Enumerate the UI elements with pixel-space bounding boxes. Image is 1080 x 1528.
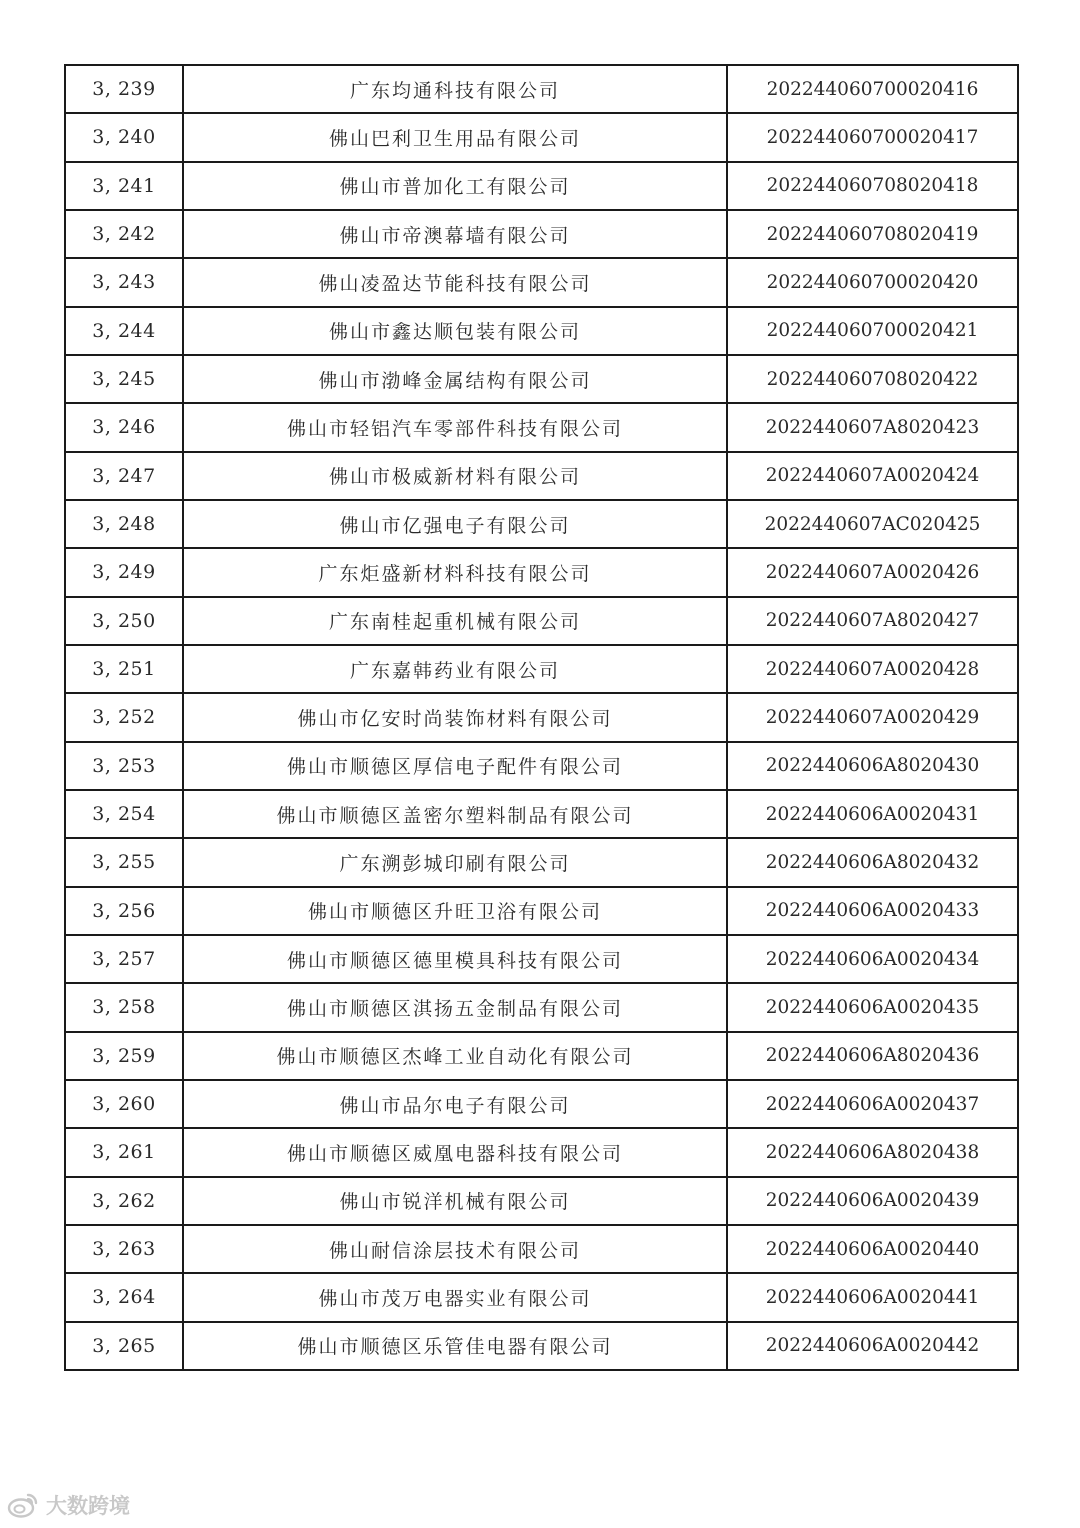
company-name-cell: 佛山市鑫达顺包装有限公司 xyxy=(183,307,727,355)
company-name-cell: 佛山巴利卫生用品有限公司 xyxy=(183,113,727,161)
company-name-cell: 佛山市茂万电器实业有限公司 xyxy=(183,1273,727,1321)
registration-code-cell: 2022440606A0020434 xyxy=(727,935,1018,983)
registration-code-cell: 202244060700020420 xyxy=(727,258,1018,306)
row-number-cell: 3, 256 xyxy=(65,887,183,935)
row-number-cell: 3, 249 xyxy=(65,548,183,596)
row-number-cell: 3, 261 xyxy=(65,1128,183,1176)
company-name-cell: 佛山市锐洋机械有限公司 xyxy=(183,1177,727,1225)
registration-code-cell: 2022440606A0020440 xyxy=(727,1225,1018,1273)
watermark xyxy=(6,1490,130,1520)
row-number-cell: 3, 262 xyxy=(65,1177,183,1225)
row-number-cell: 3, 253 xyxy=(65,742,183,790)
table-row xyxy=(65,693,1018,741)
company-name-cell: 佛山凌盈达节能科技有限公司 xyxy=(183,258,727,306)
registration-code-cell: 2022440606A0020441 xyxy=(727,1273,1018,1321)
company-name-cell: 佛山耐信涂层技术有限公司 xyxy=(183,1225,727,1273)
row-number-cell: 3, 257 xyxy=(65,935,183,983)
company-name-cell: 佛山市顺德区厚信电子配件有限公司 xyxy=(183,742,727,790)
registration-code-cell: 2022440606A0020433 xyxy=(727,887,1018,935)
registration-code-cell: 2022440607A8020423 xyxy=(727,403,1018,451)
registration-code-cell: 2022440606A0020435 xyxy=(727,983,1018,1031)
company-name-cell: 佛山市顺德区升旺卫浴有限公司 xyxy=(183,887,727,935)
registration-code-cell: 202244060708020422 xyxy=(727,355,1018,403)
table-row xyxy=(65,838,1018,886)
row-number-cell: 3, 239 xyxy=(65,65,183,113)
company-name-cell: 佛山市顺德区淇扬五金制品有限公司 xyxy=(183,983,727,1031)
registration-code-cell: 2022440607A0020424 xyxy=(727,452,1018,500)
table-row xyxy=(65,597,1018,645)
table-row xyxy=(65,645,1018,693)
table-row xyxy=(65,258,1018,306)
table-row xyxy=(65,210,1018,258)
row-number-cell: 3, 260 xyxy=(65,1080,183,1128)
table-row xyxy=(65,500,1018,548)
registration-code-cell: 2022440607AC020425 xyxy=(727,500,1018,548)
table-row xyxy=(65,1273,1018,1321)
registration-code-cell: 2022440606A0020437 xyxy=(727,1080,1018,1128)
row-number-cell: 3, 244 xyxy=(65,307,183,355)
row-number-cell: 3, 254 xyxy=(65,790,183,838)
company-name-cell: 广东南桂起重机械有限公司 xyxy=(183,597,727,645)
registration-code-cell: 202244060700020416 xyxy=(727,65,1018,113)
row-number-cell: 3, 241 xyxy=(65,162,183,210)
row-number-cell: 3, 243 xyxy=(65,258,183,306)
company-name-cell: 广东均通科技有限公司 xyxy=(183,65,727,113)
weibo-icon xyxy=(6,1491,40,1519)
company-name-cell: 佛山市顺德区乐管佳电器有限公司 xyxy=(183,1322,727,1370)
table-row xyxy=(65,162,1018,210)
table-row xyxy=(65,452,1018,500)
registration-code-cell: 2022440607A0020429 xyxy=(727,693,1018,741)
row-number-cell: 3, 245 xyxy=(65,355,183,403)
watermark-text: 大数跨境 xyxy=(46,1494,130,1518)
company-name-cell: 佛山市普加化工有限公司 xyxy=(183,162,727,210)
row-number-cell: 3, 258 xyxy=(65,983,183,1031)
row-number-cell: 3, 248 xyxy=(65,500,183,548)
registration-code-cell: 2022440606A8020436 xyxy=(727,1032,1018,1080)
row-number-cell: 3, 250 xyxy=(65,597,183,645)
row-number-cell: 3, 251 xyxy=(65,645,183,693)
row-number-cell: 3, 265 xyxy=(65,1322,183,1370)
row-number-cell: 3, 246 xyxy=(65,403,183,451)
table-row xyxy=(65,887,1018,935)
company-name-cell: 佛山市极威新材料有限公司 xyxy=(183,452,727,500)
table-body xyxy=(65,65,1018,1370)
row-number-cell: 3, 247 xyxy=(65,452,183,500)
row-number-cell: 3, 259 xyxy=(65,1032,183,1080)
registration-code-cell: 2022440606A8020432 xyxy=(727,838,1018,886)
company-name-cell: 佛山市帝澳幕墙有限公司 xyxy=(183,210,727,258)
registration-code-cell: 202244060708020418 xyxy=(727,162,1018,210)
table-row xyxy=(65,1322,1018,1370)
row-number-cell: 3, 263 xyxy=(65,1225,183,1273)
registration-code-cell: 2022440606A8020430 xyxy=(727,742,1018,790)
table-row xyxy=(65,1032,1018,1080)
row-number-cell: 3, 264 xyxy=(65,1273,183,1321)
table-row xyxy=(65,355,1018,403)
company-name-cell: 佛山市顺德区威凰电器科技有限公司 xyxy=(183,1128,727,1176)
registration-code-cell: 2022440606A8020438 xyxy=(727,1128,1018,1176)
table-row xyxy=(65,113,1018,161)
company-name-cell: 佛山市亿强电子有限公司 xyxy=(183,500,727,548)
table-row xyxy=(65,935,1018,983)
row-number-cell: 3, 255 xyxy=(65,838,183,886)
table-row xyxy=(65,548,1018,596)
company-name-cell: 佛山市轻铝汽车零部件科技有限公司 xyxy=(183,403,727,451)
company-name-cell: 佛山市顺德区杰峰工业自动化有限公司 xyxy=(183,1032,727,1080)
table-row xyxy=(65,1080,1018,1128)
table-row xyxy=(65,307,1018,355)
registration-code-cell: 202244060708020419 xyxy=(727,210,1018,258)
registration-code-cell: 2022440606A0020442 xyxy=(727,1322,1018,1370)
row-number-cell: 3, 242 xyxy=(65,210,183,258)
table-row xyxy=(65,65,1018,113)
table-row xyxy=(65,1128,1018,1176)
registration-code-cell: 2022440606A0020431 xyxy=(727,790,1018,838)
table-row xyxy=(65,742,1018,790)
table-row xyxy=(65,1177,1018,1225)
row-number-cell: 3, 240 xyxy=(65,113,183,161)
company-name-cell: 佛山市顺德区德里模具科技有限公司 xyxy=(183,935,727,983)
company-name-cell: 广东溯彭城印刷有限公司 xyxy=(183,838,727,886)
company-name-cell: 广东炬盛新材料科技有限公司 xyxy=(183,548,727,596)
registration-code-cell: 2022440607A8020427 xyxy=(727,597,1018,645)
company-name-cell: 佛山市品尔电子有限公司 xyxy=(183,1080,727,1128)
table-row xyxy=(65,403,1018,451)
table-row xyxy=(65,1225,1018,1273)
registration-code-cell: 202244060700020417 xyxy=(727,113,1018,161)
registration-code-cell: 2022440606A0020439 xyxy=(727,1177,1018,1225)
company-list-table xyxy=(64,64,1019,1371)
company-name-cell: 佛山市渤峰金属结构有限公司 xyxy=(183,355,727,403)
registration-code-cell: 2022440607A0020426 xyxy=(727,548,1018,596)
table-row xyxy=(65,790,1018,838)
company-name-cell: 广东嘉韩药业有限公司 xyxy=(183,645,727,693)
company-name-cell: 佛山市顺德区盖密尔塑料制品有限公司 xyxy=(183,790,727,838)
table-row xyxy=(65,983,1018,1031)
registration-code-cell: 2022440607A0020428 xyxy=(727,645,1018,693)
company-name-cell: 佛山市亿安时尚装饰材料有限公司 xyxy=(183,693,727,741)
row-number-cell: 3, 252 xyxy=(65,693,183,741)
registration-code-cell: 202244060700020421 xyxy=(727,307,1018,355)
